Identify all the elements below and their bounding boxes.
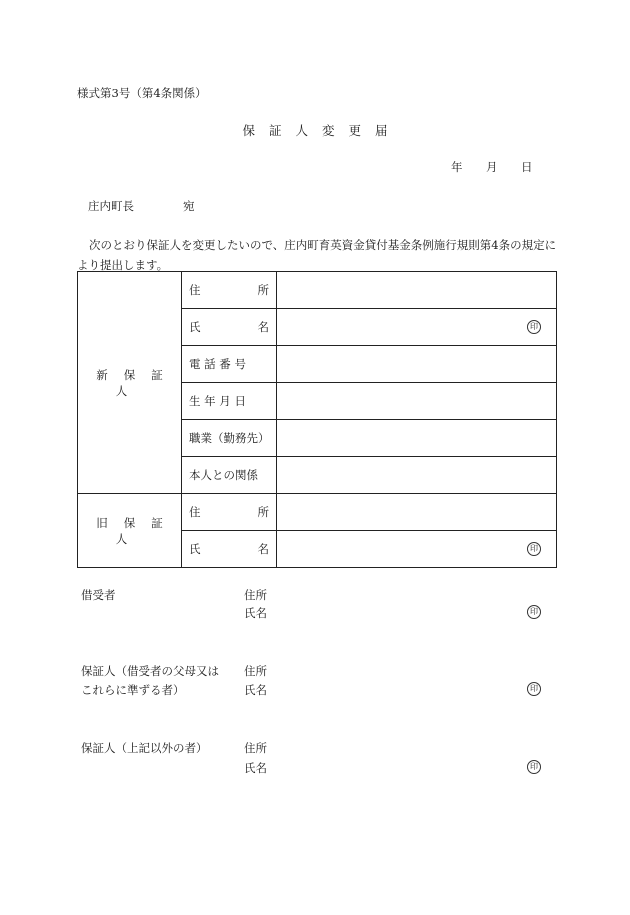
form-number: 様式第3号（第4条関係）	[77, 86, 207, 100]
old-guarantor-group-label: 旧保証人	[78, 494, 182, 568]
field-label-part: 名	[257, 320, 269, 334]
signatory-address-label: 住所	[244, 588, 267, 602]
field-label-part: 住	[189, 505, 201, 519]
seal-icon: 印	[527, 605, 541, 619]
new-guarantor-relationship-field[interactable]	[277, 457, 557, 494]
signatory-name-label: 氏名	[244, 761, 267, 775]
guarantor-table	[77, 271, 557, 568]
document-title: 保証人変更届	[242, 123, 402, 138]
field-label-part: 住	[189, 283, 201, 297]
signatory-parent-guarantor-label: 保証人（借受者の父母又は	[81, 664, 219, 678]
body-text: 次のとおり保証人を変更したいので、庄内町育英資金貸付基金条例施行規則第4条の規定により提出します。	[77, 238, 557, 272]
field-label	[182, 531, 277, 568]
seal-icon: 印	[527, 682, 541, 696]
field-label-part: 氏	[189, 320, 201, 334]
table-row	[78, 272, 557, 309]
field-label-part: 名	[257, 542, 269, 556]
seal-icon: 印	[527, 542, 541, 556]
signatory-name-label: 氏名	[244, 606, 267, 620]
field-label: 電 話 番 号	[182, 346, 277, 383]
addressee-suffix: 宛	[183, 199, 195, 213]
signatory-parent-guarantor-label-line2: これらに準ずる者）	[81, 683, 185, 697]
addressee-name: 庄内町長	[88, 199, 134, 213]
date-year-label: 年	[451, 160, 463, 174]
new-guarantor-occupation-field[interactable]	[277, 420, 557, 457]
new-guarantor-birthdate-field[interactable]	[277, 383, 557, 420]
date-month-label: 月	[486, 160, 498, 174]
signatory-other-guarantor-label: 保証人（上記以外の者）	[81, 741, 208, 755]
seal-icon: 印	[527, 320, 541, 334]
new-guarantor-phone-field[interactable]	[277, 346, 557, 383]
field-label	[182, 272, 277, 309]
field-label-part: 氏	[189, 542, 201, 556]
signatory-address-label: 住所	[244, 741, 267, 755]
date-day-label: 日	[521, 160, 533, 174]
new-guarantor-group-label: 新保証人	[78, 272, 182, 494]
signatory-borrower-label: 借受者	[81, 588, 116, 602]
new-guarantor-name-field[interactable]	[277, 309, 557, 346]
signatory-address-label: 住所	[244, 664, 267, 678]
field-label	[182, 309, 277, 346]
old-guarantor-name-field[interactable]	[277, 531, 557, 568]
signatory-name-label: 氏名	[244, 683, 267, 697]
field-label-part: 所	[257, 505, 269, 519]
field-label-part: 所	[257, 283, 269, 297]
old-guarantor-address-field[interactable]	[277, 494, 557, 531]
table-row	[78, 494, 557, 531]
field-label: 職業（勤務先）	[182, 420, 277, 457]
new-guarantor-address-field[interactable]	[277, 272, 557, 309]
field-label: 生 年 月 日	[182, 383, 277, 420]
field-label: 本人との関係	[182, 457, 277, 494]
seal-icon: 印	[527, 760, 541, 774]
field-label	[182, 494, 277, 531]
